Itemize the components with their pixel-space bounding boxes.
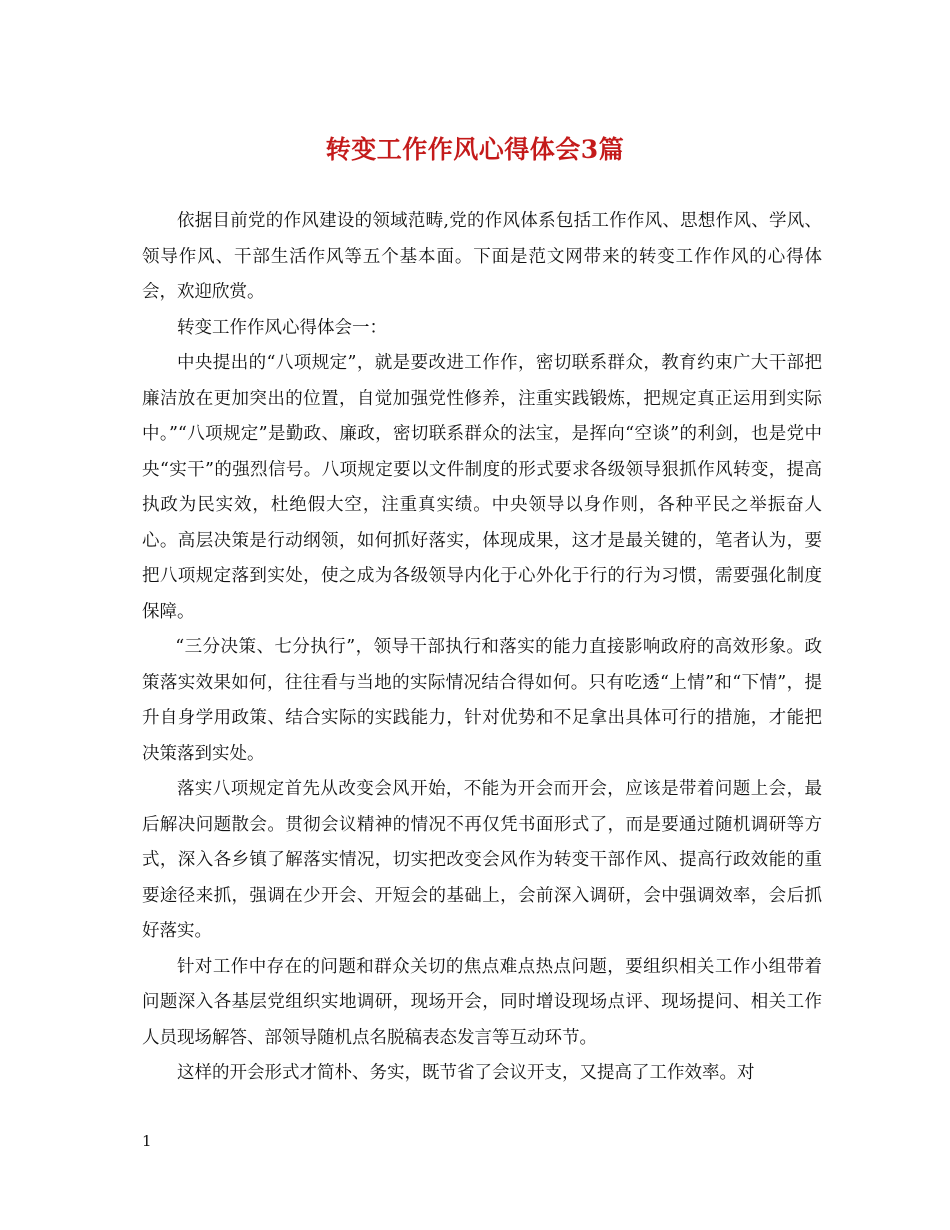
paragraph-simple-meetings: 这样的开会形式才简朴、务实，既节省了会议开支，又提高了工作效率。对 — [177, 1063, 755, 1083]
paragraph-meeting-style: 落实八项规定首先从改变会风开始，不能为开会而开会，应该是带着问题上会，最后解决问题散会。贯彻会议精神的情况不再仅凭书面形式了，而是要通过随机调研等方式，深入各乡镇了解落实情况，切实把改变会风作为转变干部作风、提高行政效能的重要途径来抓，强调在少开会、开短会的基础上，会前深入调研，会中强调效率，会后抓好落实。 — [142, 779, 822, 941]
paragraph-eight-rules: 中央提出的“八项规定”，就是要改进工作作，密切联系群众，教育约束广大干部把廉洁放在更加突出的位置，自觉加强党性修养，注重实践锻炼，把规定真正运用到实际中。”“八项规定”是勤政、廉政，密切联系群众的法宝，是挥向“空谈”的利剑，也是党中央“实干”的强烈信号。八项规定要以文件制度的形式要求各级领导狠抓作风转变，提高执政为民实效，杜绝假大空，注重真实绩。中央领导以身作则，各种平民之举振奋人心。高层决策是行动纲领，如何抓好落实，体现成果，这才是最关键的，笔者认为，要把八项规定落到实处，使之成为各级领导内化于心外化于行的行为习惯，需要强化制度保障。 — [142, 353, 822, 622]
paragraph-section-heading: 转变工作作风心得体会一： — [177, 317, 387, 338]
document-body — [142, 204, 822, 1092]
paragraph-intro: 依据目前党的作风建设的领域范畴,党的作风体系包括工作作风、思想作风、学风、领导作风、干部生活作风等五个基本面。下面是范文网带来的转变工作作风的心得体会，欢迎欣赏。 — [142, 211, 822, 302]
paragraph-issues: 针对工作中存在的问题和群众关切的焦点难点热点问题，要组织相关工作小组带着问题深入各基层党组织实地调研，现场开会，同时增设现场点评、现场提问、相关工作人员现场解答、部领导随机点名脱稿表态发言等互动环节。 — [142, 956, 822, 1048]
page-number: 1 — [142, 1132, 152, 1150]
document-title: 转变工作作风心得体会3篇 — [325, 135, 625, 164]
paragraph-execution: “三分决策、七分执行”，领导干部执行和落实的能力直接影响政府的高效形象。政策落实效果如何，往往看与当地的实际情况结合得如何。只有吃透“上情”和“下情”，提升自身学用政策、结合实际的实践能力，针对优势和不足拿出具体可行的措施，才能把决策落到实处。 — [142, 637, 822, 764]
